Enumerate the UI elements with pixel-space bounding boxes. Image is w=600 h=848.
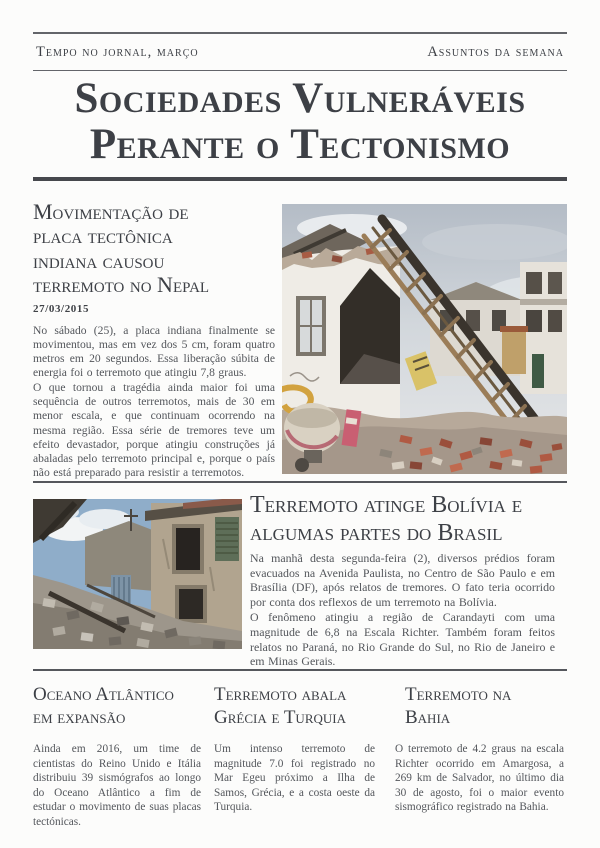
article-bahia-body <box>395 742 564 815</box>
masthead <box>33 34 567 70</box>
page-title-line-1: Sociedades Vulneráveis <box>74 75 526 122</box>
article-nepal-title-line: indiana causou <box>33 247 165 273</box>
article-nepal-date: 27/03/2015 <box>33 302 90 315</box>
article-atlantico-title-line: Oceano Atlântico <box>33 684 174 706</box>
article-bolivia-title-line: Terremoto atinge Bolívia e <box>250 491 523 518</box>
section-rule-1 <box>33 481 567 483</box>
article-nepal-title <box>33 200 275 298</box>
article-bahia-title-line: Terremoto na <box>405 684 512 706</box>
article-nepal-body <box>33 324 275 481</box>
article-bolivia-title <box>250 491 555 547</box>
masthead-left-label: Tempo no jornal, março <box>36 43 199 60</box>
section-briefs <box>33 683 567 829</box>
article-nepal-title-line: Movimentação de <box>33 198 189 224</box>
page-title-line-2: Perante o Tectonismo <box>89 121 511 168</box>
page-title <box>33 76 567 168</box>
article-bahia-paragraph: O terremoto de 4.2 graus na escala Richter ocorrido em Amargosa, a 269 km de Salvador, no último dia 30 de agosto, foi o maior evento sismográfico registrado na Bahia. <box>395 743 564 814</box>
masthead-right-label: Assuntos da semana <box>427 43 564 60</box>
article-bolivia-paragraph: O fenômeno atingiu a região de Carandayti com uma magnitude de 6,8 na Escala Richter. Também foram feitos relatos no Paraná, no Rio Grande do Sul, no Rio de Janeiro e em Minas Gerais. <box>250 609 555 669</box>
article-grecia-title-line: Grécia e Turquia <box>214 707 346 729</box>
article-grecia-paragraph: Um intenso terremoto de magnitude 7.0 foi registrado no Mar Egeu próximo a Ilha de Samos, Grécia, e a costa oeste da Turquia. <box>214 743 375 814</box>
article-nepal-title-line: placa tectônica <box>33 223 173 248</box>
section-nepal <box>33 200 567 481</box>
collapsed-building-photo <box>282 204 567 474</box>
stone-rubble-photo <box>33 499 242 649</box>
article-bahia-title-line: Bahia <box>405 707 451 729</box>
headline-rule <box>33 177 567 181</box>
article-grecia-title-line: Terremoto abala <box>214 684 347 706</box>
article-grecia <box>214 683 375 829</box>
article-atlantico-title <box>33 683 201 729</box>
article-nepal <box>33 200 275 481</box>
article-nepal-paragraph: No sábado (25), a placa indiana finalmente se movimentou, mas em vez dos 5 cm, foram quatro metros em 20 segundos. Essa liberação súbita de energia foi o terremoto que atingiu 7,8 graus. <box>33 323 275 380</box>
article-nepal-title-line: terremoto no Nepal <box>33 272 210 297</box>
article-atlantico-paragraph: Ainda em 2016, um time de cientistas do Reino Unido e Itália distribuiu 39 sismógrafos ao longo do Oceano Atlântico a fim de estudar o movimento de suas placas tectónicas. <box>33 743 201 828</box>
article-bolivia-paragraph: Na manhã desta segunda-feira (2), diversos prédios foram evacuados na Avenida Paulista, no Centro de São Paulo e em Brasília (DF), após relatos de tremores. O fato teria ocorrido por conta dos reflexos de um terremoto na Bolívia. <box>250 550 555 610</box>
article-bahia-title <box>395 683 564 729</box>
article-bahia <box>395 683 564 829</box>
article-grecia-body <box>214 742 375 815</box>
article-atlantico-body <box>33 742 201 829</box>
article-bolivia-title-line: algumas partes do Brasil <box>250 519 503 546</box>
masthead-bottom-rule <box>33 70 567 72</box>
article-bolivia <box>250 491 555 669</box>
section-bolivia <box>33 490 567 669</box>
article-grecia-title <box>214 683 375 729</box>
article-atlantico <box>33 683 201 829</box>
article-nepal-paragraph: O que tornou a tragédia ainda maior foi uma sequência de outros terremotos, mais de 30 em menor escala, e que continuam ocorrendo na mesma região. Essa série de tremores teve um efeito devastador, porque atingiu construções já abaladas pelo terremoto principal e, porque o país não está preparado para resistir a terremotos. <box>33 380 275 480</box>
article-bolivia-body <box>250 551 555 669</box>
article-atlantico-title-line: em expansão <box>33 707 126 729</box>
section-rule-2 <box>33 669 567 671</box>
